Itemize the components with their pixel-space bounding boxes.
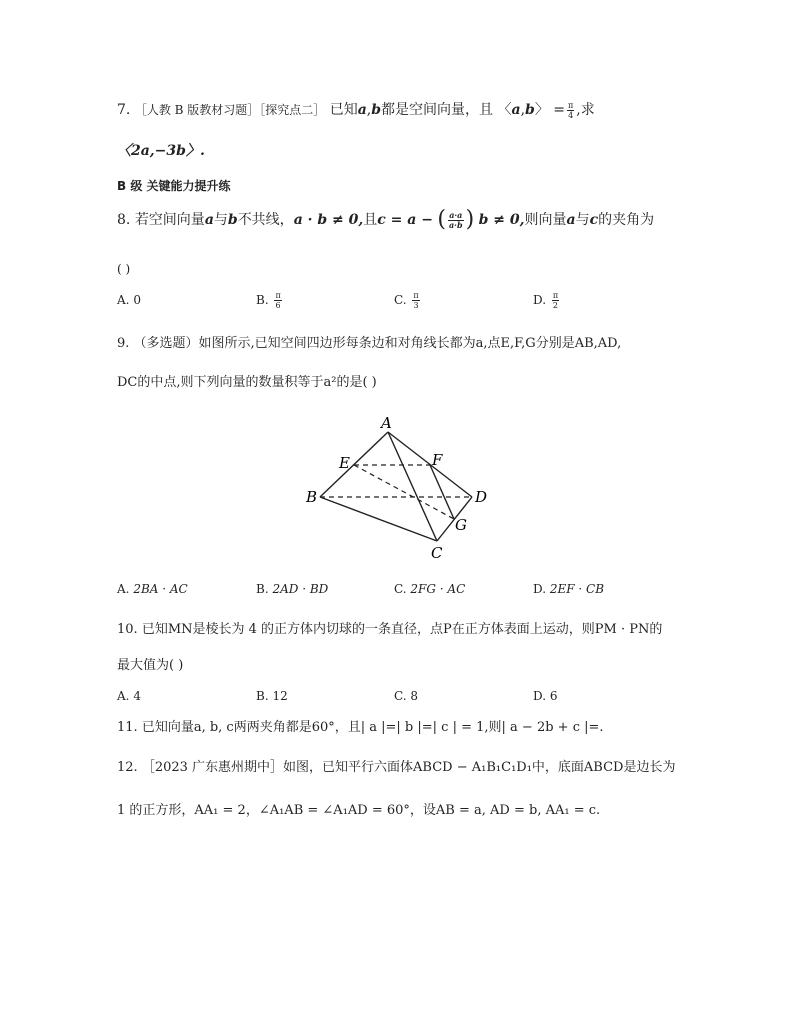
q11-text: 已知向量a, b, c两两夹角都是60°，且| a |=| b |=| c | = 1,则| a − 2b + c |=. [141,720,604,735]
question-8-line-1 [117,207,655,232]
segment-EG-hidden [354,465,454,519]
option-d[interactable] [533,579,604,599]
option-value: 2BA · AC [133,582,188,596]
vector-c: c [589,212,599,228]
frac-den: a·b [449,219,463,230]
option-label: B. [256,689,269,703]
option-b[interactable] [256,579,328,599]
question-10-line-2: 最大值为( ) [117,658,184,673]
question-number: 12. [117,760,138,775]
label-G: G [455,516,467,534]
q7-comma: , [366,102,372,118]
question-7-line-2 [117,141,205,161]
option-label: D. [533,689,547,703]
vector-b: b [525,102,535,118]
frac-num: a·a [449,209,463,220]
label-A: A [381,414,392,432]
fraction-pi-over-4 [567,101,574,120]
q8-text: 则向量 [524,212,567,228]
vector-a: a [204,212,214,228]
option-c[interactable] [394,686,418,706]
frac-num: π [413,291,419,300]
option-fraction [412,291,419,310]
option-d[interactable] [533,686,557,706]
question-source: ［人教 B 版教材习题］［探究点二］ [134,103,326,117]
q12-text: ［2023 广东惠州期中］如图，已知平行六面体ABCD − A₁B₁C₁D₁中，底面ABCD是边长为 [141,760,676,775]
frac-num: π [275,291,281,300]
option-label: A. [117,582,130,596]
label-F: F [432,451,443,469]
q8-text: 与 [213,212,228,228]
q8-text: 若空间向量 [134,212,205,228]
question-7-line-1 [117,100,595,120]
q7-text: 已知 [329,102,358,118]
question-number: 7. [117,102,131,118]
question-number: 9. [117,336,130,351]
question-11 [117,718,604,738]
question-number: 10. [117,622,138,637]
question-10-line-1 [117,620,662,640]
question-9-line-2: DC的中点,则下列向量的数量积等于a²的是( ) [117,375,377,390]
q8-text: 的夹角为 [598,212,655,228]
q8-expression: a · b ≠ 0, [293,212,364,228]
paren-close: ) [465,207,475,232]
option-label: C. [394,689,407,703]
q8-text: 且 [363,212,378,228]
q7-text: ,求 [576,102,595,118]
option-value: 4 [133,689,141,703]
q8-expression: b ≠ 0, [478,212,525,228]
option-value: 0 [133,293,141,307]
segment-FG [430,465,454,519]
frac-den: 4 [568,110,574,120]
q7-text: 都是空间向量，且 [381,102,494,118]
option-b[interactable] [256,686,288,706]
option-a[interactable] [117,290,141,310]
label-E: E [339,454,350,472]
option-d[interactable] [533,290,561,310]
vector-a: a [511,102,521,118]
label-B: B [306,488,318,506]
angle-close: 〉 [534,102,549,118]
option-label: C. [394,293,407,307]
q8-expression: c = a − [377,212,433,228]
frac-den: 3 [413,301,419,310]
option-a[interactable] [117,579,188,599]
frac-den: 2 [552,301,559,310]
option-value: 8 [410,689,419,703]
q8-text: 与 [575,212,590,228]
option-value: 2FG · AC [410,582,466,596]
q7-comma: , [520,102,526,118]
option-fraction [274,291,281,310]
option-c[interactable] [394,579,465,599]
option-label: A. [117,689,130,703]
q8-text: 不共线， [237,212,294,228]
paren-open: ( [437,207,446,232]
question-8-blank: ( ) [117,262,131,276]
q7-expression: 〈2a,−3b〉. [117,143,205,159]
option-fraction [552,291,559,310]
question-number: 11. [117,720,138,735]
vector-b: b [227,212,238,228]
label-C: C [431,544,443,562]
edge-AB [320,432,388,497]
edge-BC [320,497,437,541]
option-label: C. [394,582,407,596]
option-value: 12 [272,689,288,703]
vector-b: b [371,102,382,118]
option-label: B. [256,582,269,596]
vector-a: a [566,212,576,228]
vector-a: a [357,102,367,118]
frac-num: π [552,291,559,300]
equals-sign: = [553,102,566,118]
q8-fraction [448,211,464,230]
option-label: D. [533,293,547,307]
option-value: 2EF · CB [549,582,605,596]
q10-text: 已知MN是棱长为 4 的正方体内切球的一条直径，点P在正方体表面上运动，则PM · PN的 [141,622,663,637]
angle-open: 〈 [497,102,512,118]
edge-AC [388,432,437,541]
section-heading: B 级 关键能力提升练 [117,179,231,193]
question-12-line-1 [117,758,675,778]
option-value: 2AD · BD [272,582,329,596]
edge-AD [388,432,472,497]
option-value: 6 [549,689,558,703]
question-9-line-1 [117,334,621,354]
edge-DC [437,497,472,541]
question-12-line-2: 1 的正方形，AA₁ = 2，∠A₁AB = ∠A₁AD = 60°，设AB = a, AD = b, AA₁ = c. [117,803,601,818]
option-b[interactable] [256,290,284,310]
q9-text: （多选题）如图所示,已知空间四边形每条边和对角线长都为a,点E,F,G分别是AB,AD, [133,336,622,351]
question-number: 8. [117,212,131,228]
option-label: D. [533,582,547,596]
option-label: B. [256,293,269,307]
option-c[interactable] [394,290,422,310]
label-D: D [475,488,488,506]
option-a[interactable] [117,686,141,706]
option-label: A. [117,293,130,307]
frac-num: π [568,100,574,110]
frac-den: 6 [275,301,281,310]
